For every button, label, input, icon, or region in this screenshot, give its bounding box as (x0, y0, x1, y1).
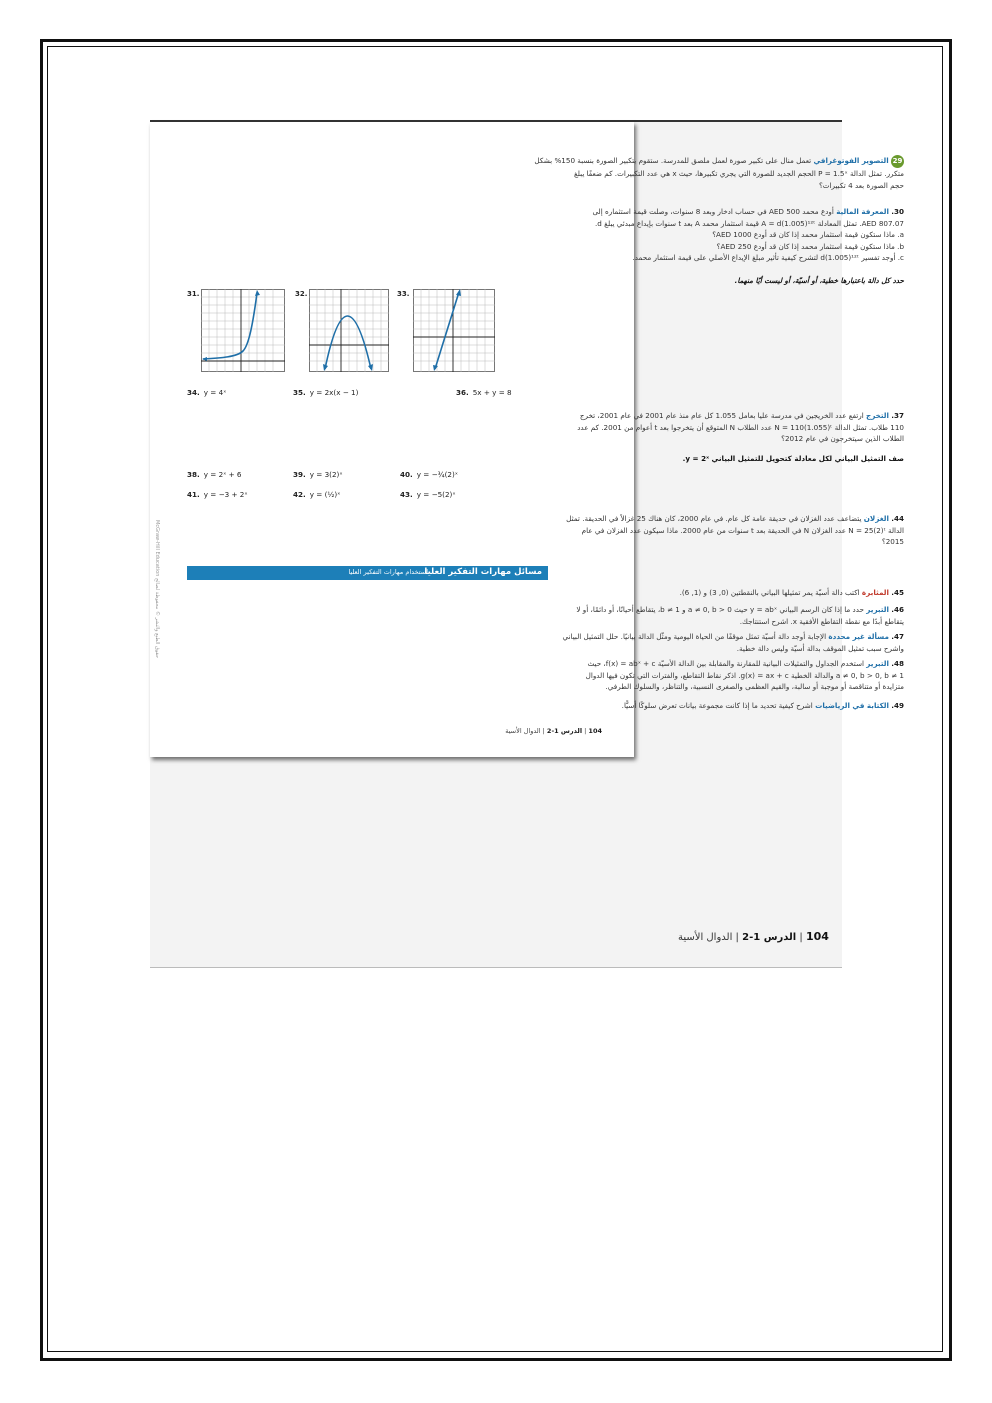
problem-keyword: الغزلان (863, 514, 889, 523)
problem-47 (532, 631, 904, 654)
problem-40 (400, 470, 458, 479)
problem-keyword: مسألة غير محددة (828, 632, 889, 641)
graph-33 (413, 289, 495, 372)
problem-text: الدالة N = 25(2)ᵗ عدد الغزلان N في الحديقة بعد t سنوات من عام 2000. ماذا سيكون عدد الغزلان في عام (581, 525, 904, 535)
problem-text: حجم الصورة بعد 4 تكبيرات؟ (818, 180, 904, 190)
problem-keyword: المثابرة (861, 588, 889, 597)
page-number: 104 (805, 930, 829, 943)
problem-number: 42. (293, 490, 306, 499)
problem-45 (532, 587, 904, 599)
equation: y = 2ˣ + 6 (203, 470, 242, 479)
problem-number: 46. (891, 605, 904, 614)
equation: y = 4ˣ (203, 388, 227, 397)
problem-text: 110 طلاب. تمثل الدالة N = 110(1.055)ᵗ عدد الطلاب N المتوقع أن يتخرجوا بعد t أعوام من 2001. كم عدد (577, 422, 904, 432)
problem-text: متزايدة أو متناقصة أو موجبة أو سالبة، والقيم العظمى والصغرى النسبية، والتناظر، والسلوك الطرفي. (605, 682, 904, 691)
problem-number: 38. (187, 470, 200, 479)
graph-32 (309, 289, 389, 372)
page-footer-large: 104 | الدرس 1-2 | الدوال الأسية (678, 930, 829, 943)
problem-number: 36. (456, 388, 469, 397)
sub-item-a: a. ماذا ستكون قيمة استثمار محمد إذا كان قد أودع AED 1000؟ (712, 230, 904, 239)
problem-35 (293, 388, 358, 397)
problem-number: 44. (891, 514, 904, 523)
equation: y = −¾(2)ˣ (416, 470, 458, 479)
problem-number-badge: 29 (891, 155, 904, 168)
problem-42 (293, 490, 340, 499)
problem-number: 45. (891, 588, 904, 597)
problem-text: اشرح كيفية تحديد ما إذا كانت مجموعة بيانات تعرض سلوكًا أسيًّا. (621, 701, 813, 710)
lesson-label: الدرس 1-2 (742, 932, 797, 943)
problem-39 (293, 470, 343, 479)
lesson-label: الدرس 1-2 (546, 727, 583, 735)
problem-number: 39. (293, 470, 306, 479)
problem-keyword: التبرير (866, 605, 889, 614)
problem-34 (187, 388, 226, 397)
problem-number: 43. (400, 490, 413, 499)
problem-text: الإجابة أوجد دالة أسيّة تمثل موقفًا من الحياة اليومية ومثّل الدالة بيانيًا. حلل التمثيل البياني (562, 632, 827, 641)
spread-bottom-rule (150, 967, 842, 968)
problem-text: الطلاب الذين سيتخرجون في عام 2012؟ (781, 434, 904, 443)
problem-number: 47. (891, 632, 904, 641)
page-footer-small: 104 | الدرس 1-2 | الدوال الأسية (505, 727, 602, 735)
problem-text: أودع محمد AED 500 في حساب ادخار وبعد 8 سنوات، وصلت قيمة استثماره إلى (592, 207, 834, 216)
problem-text: 2015؟ (881, 537, 904, 546)
problem-number: 37. (891, 411, 904, 420)
problem-30 (532, 206, 904, 264)
graph-label-31: 31. (187, 290, 200, 298)
problem-keyword: المعرفة المالية (836, 207, 889, 216)
sub-item-b: b. ماذا ستكون قيمة استثمار محمد إذا كان قد أودع AED 250؟ (716, 241, 904, 251)
problem-text: a ≠ 0, b > 0, b ≠ 1 والدالة الخطية g(x) = ax + c. اذكر نقاط التقاطع، والفترات التي تكون فيها الدوال (585, 670, 904, 680)
equation: y = −3 + 2ˣ (203, 490, 248, 499)
banner-title: مسائل مهارات التفكير العليا (424, 567, 542, 577)
problem-keyword: التبرير (866, 659, 889, 668)
problem-36 (456, 388, 512, 397)
problem-keyword: التصوير الفوتوغرافي (813, 156, 889, 165)
problem-48 (532, 658, 904, 693)
problem-37 (532, 410, 904, 445)
problem-number: 35. (293, 388, 306, 397)
problem-number: 30. (891, 207, 904, 216)
problem-number: 49. (891, 701, 904, 710)
page-number: 104 (588, 727, 602, 735)
problem-keyword: التخرج (866, 411, 889, 420)
problem-text: تعمل منال على تكبير صورة لعمل ملصق للمدرسة. ستقوم بتكبير الصورة بنسبة 150% بشكل (534, 156, 812, 165)
problem-text: حدد ما إذا كان الرسم البياني y = abˣ حيث a ≠ 0, b > 0 و b ≠ 1، يتقاطع أحيانًا، أو دائمًا، أو لا (576, 605, 864, 614)
problem-38 (187, 470, 242, 479)
problem-number: 34. (187, 388, 200, 397)
problem-keyword: الكتابة في الرياضيات (815, 701, 889, 710)
problem-text: AED 807.07. تمثل المعادلة A = d(1.005)¹²ᵗ قيمة استثمار محمد A بعد t سنوات بإيداع مبدئي يبلغ d. (595, 218, 904, 228)
problem-44 (532, 513, 904, 548)
equation: y = −5(2)ˣ (416, 490, 456, 499)
equation: y = 2x(x − 1) (309, 388, 359, 397)
problem-43 (400, 490, 456, 499)
problem-text: ارتفع عدد الخريجين في مدرسة عليا بعامل 1.055 كل عام منذ عام 2001 في عام 2001، تخرج (579, 411, 864, 420)
problem-41 (187, 490, 248, 499)
graph-label-32: 32. (295, 290, 308, 298)
problem-text: استخدم الجداول والتمثيلات البيانية للمقارنة والمقابلة بين الدالة الأسيّة f(x) = abˣ + c، حيث (587, 659, 864, 668)
topic-label: الدوال الأسية (678, 932, 733, 943)
problem-46 (532, 604, 904, 627)
graph-31 (201, 289, 285, 372)
equation: y = (½)ˣ (309, 490, 341, 499)
problem-text: واشرح سبب تمثيل الموقف بدالة أسيّة وليس دالة خطية. (736, 643, 904, 653)
hots-banner (187, 566, 548, 580)
problem-number: 41. (187, 490, 200, 499)
problem-text: متكرر. تمثل الدالة P = 1.5ˣ الحجم الجديد للصورة التي يجري تكبيرها، حيث x هي عدد التكبيرات. كم ضعفًا يبلغ (573, 169, 904, 178)
topic-label: الدوال الأسية (505, 727, 541, 735)
problem-number: 40. (400, 470, 413, 479)
copyright-credit: McGraw-Hill Education حقوق الطبع والنشر © محفوظة لصالح (154, 520, 160, 659)
problem-number: 48. (891, 659, 904, 668)
section-heading: صف التمثيل البياني لكل معادلة كتحويل للتمثيل البياني y = 2ˣ. (682, 454, 904, 463)
problem-text: يتضاعف عدد الغزلان في حديقة عامة كل عام. في عام 2000، كان هناك 25 غزالاً في الحديقة. تمثل (566, 514, 862, 523)
sub-item-c: c. أوجد تفسير d(1.005)¹²ᵗ لتشرح كيفية تأثير مبلغ الإيداع الأصلي على قيمة استثمار محمد. (632, 253, 904, 262)
banner-subtitle: استخدام مهارات التفكير العليا (348, 568, 428, 576)
problem-49 (532, 700, 904, 712)
graph-label-33: 33. (397, 290, 410, 298)
problem-29 (532, 155, 904, 191)
problem-text: اكتب دالة أسيّة يمر تمثيلها البياني بالنقطتين (0, 3) و (1, 6). (679, 588, 860, 597)
equation: 5x + y = 8 (472, 388, 512, 397)
problem-text: يتقاطع أبدًا مع نقطة التقاطع الأفقية x. اشرح استنتاجك. (739, 616, 904, 626)
equation: y = 3(2)ˣ (309, 470, 343, 479)
section-heading: حدد كل دالة باعتبارها خطية، أو أسيّة، أو ليست أيًا منهما. (734, 276, 904, 285)
